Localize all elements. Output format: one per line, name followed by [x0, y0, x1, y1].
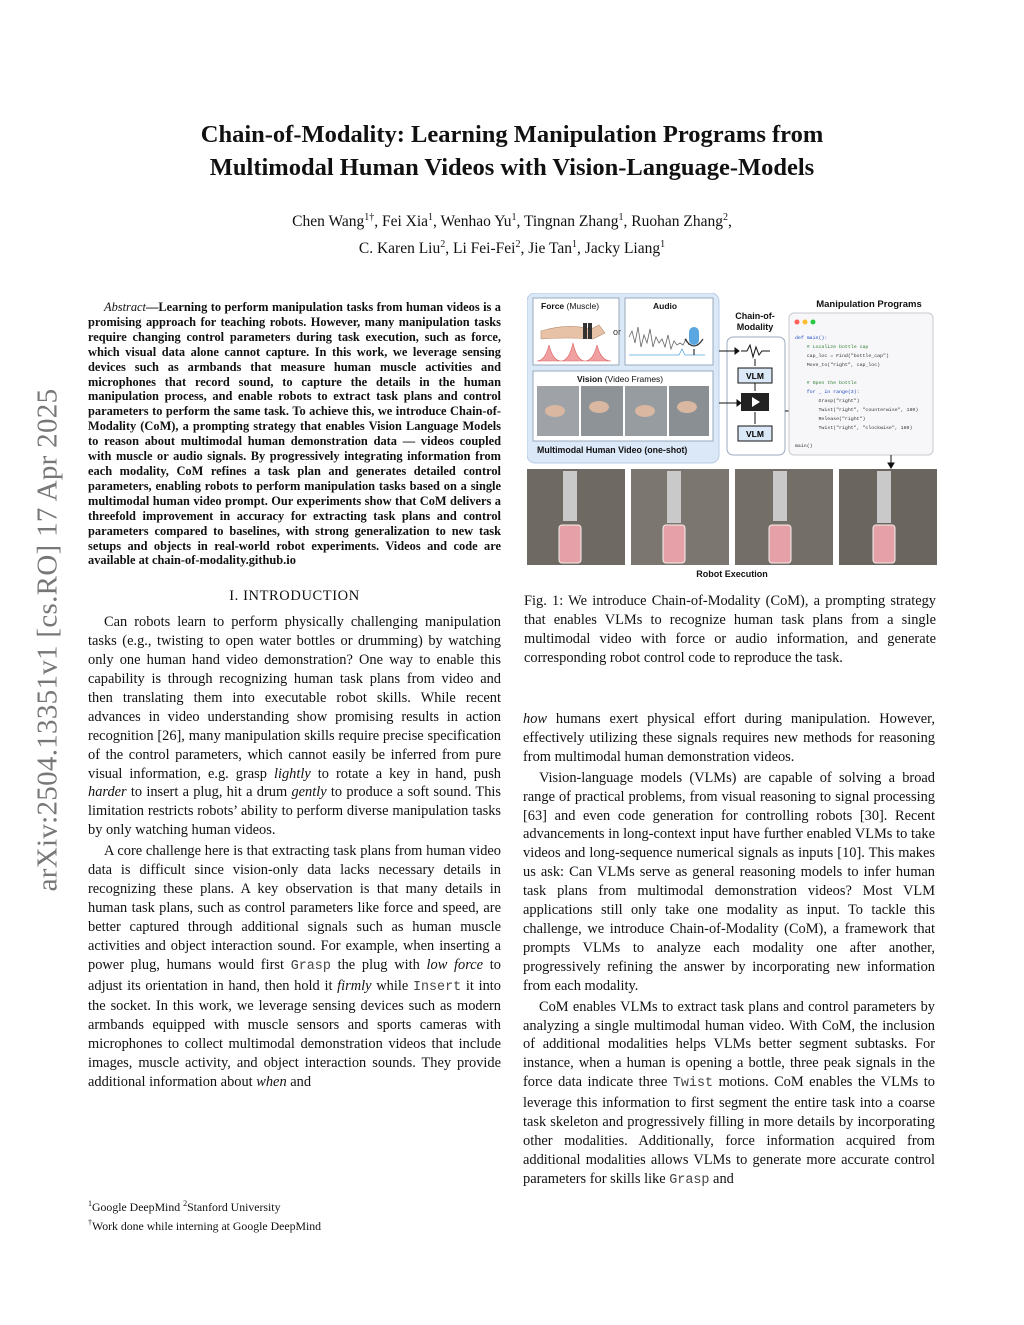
emphasis: gently — [291, 784, 327, 801]
text-run: it into the socket. In this work, we leverage sensing devices such as modern armbands equipped with muscle sensors and sports cameras with microphones to collect multimodal demonstration videos that include images, muscle activity, and object interaction sounds. They provide additional information about — [88, 977, 501, 1091]
code-line: Twist("right", "clockwise", 180) — [795, 426, 913, 431]
author-name: Jie Tan — [528, 240, 573, 258]
caption-label: Fig. 1: — [524, 593, 564, 609]
right-paragraph-1 — [523, 710, 935, 767]
emphasis: firmly — [337, 977, 372, 994]
window-close-dot — [795, 320, 800, 325]
author-name: C. Karen Liu — [358, 240, 441, 258]
abstract — [88, 300, 501, 568]
video-play-icon — [741, 393, 769, 411]
text-run: humans exert physical effort during manipulation. However, effectively utilizing these signals requires new methods for reasoning from multimodal human demonstration videos. — [523, 711, 935, 765]
intro-paragraph-1 — [88, 613, 501, 840]
audio-label: Audio — [653, 301, 678, 311]
intro-paragraph-2 — [88, 842, 501, 1092]
force-label: Force (Muscle) — [541, 301, 600, 311]
caption-text: We introduce Chain-of-Modality (CoM), a prompting strategy that enables VLMs to recognize human task plans from a single multimodal video with force or audio information, and generate corresponding robot control code to reproduce the task. — [524, 593, 936, 666]
arxiv-stamp-text: arXiv:2504.13351v1 [cs.RO] 17 Apr 2025 — [31, 388, 64, 892]
figure-1 — [527, 293, 937, 583]
author-line-2: C. Karen Liu$^2$, Li Fei-Fei$^2$, Jie Tan$^1$, Jacky Liang$^1$ — [358, 239, 666, 258]
author-name: Fei Xia — [381, 213, 429, 231]
affiliation-mark: 1 — [428, 212, 434, 223]
emphasis: low force — [426, 956, 484, 973]
footnote-text: Google DeepMind — [92, 1199, 184, 1214]
text-run: motions. CoM enables the VLMs to leverage this information to first segment the entire task into a coarse task skeleton and progressively filling in more details by incorporating other modalities. Additionally, force information acquired from additional modalities allows VLMs to generate more accurate control parameters for skills like — [523, 1074, 935, 1187]
code-line: Release("right") — [795, 417, 866, 422]
robot-label: Robot Execution — [696, 569, 768, 579]
vision-label: Vision (Video Frames) — [577, 374, 664, 384]
programs-title: Manipulation Programs — [816, 299, 922, 310]
affiliation-mark: 2 — [722, 212, 728, 223]
window-minimize-dot — [803, 320, 808, 325]
code-line: # Localize bottle cap — [795, 345, 869, 350]
vlm-label: VLM — [746, 429, 764, 439]
abstract-dash: — — [146, 300, 159, 314]
text-run: A core challenge here is that extracting task plans from human video data is difficult since vision-only data lacks necessary details in recognizing these plans. A key observation is that many details in human task plans, such as control parameters like force and speed, are better captured through additional signals such as human muscle activities and object interaction sound. For example, when inserting a power plug, humans would first — [88, 843, 501, 973]
title-line-1: Chain-of-Modality: Learning Manipulation Programs from — [200, 121, 824, 148]
section-heading: I. INTRODUCTION — [229, 588, 360, 605]
author-name: Li Fei-Fei — [453, 240, 516, 258]
author-name: Ruohan Zhang — [631, 213, 723, 231]
footnote-mark: 1 — [88, 1199, 92, 1208]
paper-title — [100, 118, 924, 184]
footnote-mark: 2 — [183, 1199, 188, 1208]
emphasis: how — [523, 711, 547, 727]
window-maximize-dot — [811, 320, 816, 325]
title-line-2: Multimodal Human Videos with Vision-Language-Models — [209, 154, 815, 181]
affiliation-mark: 1 — [511, 212, 517, 223]
footnote-mark: † — [88, 1217, 92, 1227]
text-run: to insert a plug, hit a drum — [126, 784, 292, 801]
code-line: cap_loc = Find("bottle_cap") — [795, 354, 889, 359]
emphasis: lightly — [273, 765, 311, 782]
text-run: to rotate a key in hand, push — [310, 765, 501, 782]
robot-frames — [527, 469, 937, 565]
code-term: Grasp — [290, 958, 331, 974]
chain-label-1: Chain-of- — [735, 311, 775, 321]
affiliation-mark: 2 — [515, 239, 521, 251]
footnote-text: Work done while interning at Google DeepMind — [92, 1218, 322, 1233]
left-column — [88, 300, 501, 1094]
code-term: Grasp — [669, 1172, 710, 1188]
arxiv-stamp — [28, 340, 68, 940]
chain-label-2: Modality — [736, 322, 774, 332]
emphasis: harder — [88, 784, 127, 801]
text-run: to produce a soft sound. This limitation restricts robots’ ability to perform diverse manipulation tasks by only watching human videos. — [88, 784, 501, 839]
right-paragraph-3 — [523, 998, 935, 1191]
abstract-label: Abstract — [104, 300, 146, 314]
text-run: and — [286, 1074, 312, 1091]
affiliation-mark: 1 — [660, 239, 666, 251]
code-line: Grasp("right") — [795, 399, 860, 404]
vlm-label: VLM — [746, 371, 764, 381]
affiliation-mark: 1 — [572, 239, 578, 251]
author-list — [150, 206, 874, 260]
right-column — [523, 710, 935, 1193]
text-run: the plug with — [330, 956, 427, 973]
author-name: Chen Wang — [292, 213, 365, 231]
video-label: Multimodal Human Video (one-shot) — [537, 445, 688, 455]
affiliation-mark: 1† — [364, 212, 375, 223]
or-label: or — [613, 327, 622, 337]
right-paragraph-2: Vision-language models (VLMs) are capable of solving a broad range of practical problems, from visual reasoning to signal processing [63] and even code generation for controlling robots [30]. Recent advancements in long-context input have further enabled VLMs to take videos and long-sequence numerical signals as inputs [10]. This makes us ask: Can VLMs serve as general reasoning models to infer human task plans from multimodal demonstration videos? Most VLM applications still only take one modality as input. To tackle this challenge, we introduce Chain-of-Modality (CoM), a framework that prompts VLMs to analyze each modality one after another, progressively refining the answer by incorporating new information from each modality. — [523, 769, 935, 994]
text-run: CoM enables VLMs to extract task plans and control parameters by analyzing a single multimodal human video. With CoM, the inclusion of additional modalities helps VLMs better segment subtasks. For instance, when a human is opening a bottle, three peak signals in the force data indicate three — [523, 998, 935, 1091]
author-name: Tingnan Zhang — [523, 213, 619, 231]
footnote-text: Stanford University — [187, 1199, 281, 1214]
video-frames — [537, 386, 709, 436]
code-line: def main(): — [795, 336, 828, 341]
footnote-affiliations — [88, 1196, 501, 1215]
text-run: to adjust its orientation in hand, then hold it — [88, 956, 501, 994]
text-run: Can robots learn to perform physically challenging manipulation tasks (e.g., twisting to open water bottles or drumming) by watching only one human hand video demonstration? One way to enable this capability is through recognizing human task plans from video and then translating them into executable robot skills. While recent advances in video understanding show promising results in action recognition [26], many manipulation skills require precise specification of the control parameters, which cannot easily be inferred from pure visual information, e.g. grasp — [88, 614, 501, 782]
footnote-internship — [88, 1215, 501, 1234]
text-run: and — [709, 1170, 734, 1187]
affiliation-mark: 1 — [618, 212, 624, 223]
affiliation-mark: 2 — [440, 239, 446, 251]
footnotes — [88, 1196, 501, 1234]
figure-caption — [524, 592, 936, 668]
code-line: # Open the bottle — [795, 381, 857, 386]
code-term: Twist — [672, 1076, 714, 1092]
abstract-text: Learning to perform manipulation tasks from human videos is a promising approach for teaching robots. However, many manipulation tasks require changing control parameters during task execution, such as force, which visual data alone cannot capture. In this work, we leverage sensing devices such as armbands that measure human muscle activities and microphones that record sound, to capture the details in the human manipulation process, and enable robots to extract task plans and control parameters to perform the same task. To achieve this, we introduce Chain-of-Modality (CoM), a prompting strategy that enables Vision Language Models to reason about multimodal human demonstration data — videos coupled with muscle or audio signals. By progressively integrating information from each modality, CoM refines a task plan and generates detailed control parameters, enabling robots to perform manipulation tasks based on a single multimodal human video prompt. Our experiments show that CoM delivers a threefold improvement in accuracy for extracting task plans and control parameters compared to baselines, with strong generalization to new task setups and objects in real-world robot experiments. Videos and code are available at chain-of-modality.github.io — [88, 300, 501, 568]
emphasis: when — [256, 1074, 287, 1091]
author-line-1: Chen Wang$^{1\dagger}$, Fei Xia$^1$, Wenhao Yu$^1$, Tingnan Zhang$^1$, Ruohan Zhang$^2$, — [292, 212, 732, 231]
code-line: Move_to("right", cap_loc) — [795, 363, 881, 368]
code-line: Twist("right", "counterwise", 180) — [795, 408, 919, 413]
text-run: while — [371, 977, 413, 994]
code-line: main() — [795, 444, 813, 449]
author-name: Jacky Liang — [584, 240, 661, 258]
code-term: Insert — [412, 979, 462, 995]
author-name: Wenhao Yu — [440, 213, 512, 231]
code-line: for _ in range(3): — [795, 390, 860, 395]
down-arrow — [888, 455, 894, 468]
